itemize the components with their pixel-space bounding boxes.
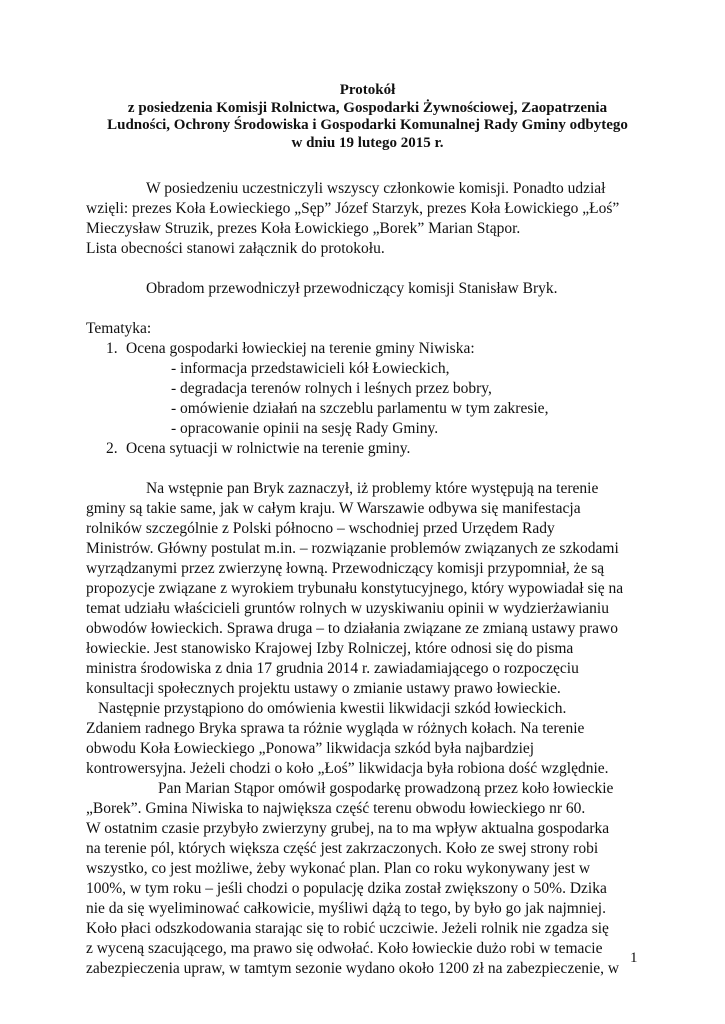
agenda-heading: Tematyka:	[86, 320, 152, 337]
damages-paragraph	[86, 699, 646, 779]
text-line: propozycje związane z wyrokiem trybunału konstytucyjnego, który wypowiadał się na	[86, 580, 624, 597]
text-line: z wyceną szacującego, ma prawo się odwołać. Koło łowieckie dużo robi w temacie	[86, 940, 603, 957]
text-line: Pan Marian Stąpor omówił gospodarkę prowadzoną przez koło łowieckie	[158, 780, 614, 797]
text-line: ministra środowiska z dnia 17 grudnia 2014 r. zawiadamiającego o rozpoczęciu	[86, 660, 579, 677]
title-line: Ludności, Ochrony Środowiska i Gospodarki Komunalnej Rady Gminy odbytego	[107, 117, 628, 133]
text-line: kontrowersyjna. Jeżeli chodzi o koło „Łoś” likwidacja była robiona dość względnie.	[86, 760, 609, 777]
text-line: na terenie pól, których większa część jest zakrzaczonych. Koło ze swej strony robi	[86, 840, 599, 857]
text-line: 100%, w tym roku – jeśli chodzi o populację dzika został zwiększony o 50%. Dzika	[86, 880, 607, 897]
text-line: Ministrów. Główny postulat m.in. – rozwiązanie problemów związanych ze szkodami	[86, 540, 619, 557]
title-line: w dniu 19 lutego 2015 r.	[291, 134, 444, 151]
agenda-subitem: - degradacja terenów rolnych i leśnych przez bobry,	[171, 380, 492, 397]
intro-paragraph	[86, 179, 646, 259]
text-line: W ostatnim czasie przybyło zwierzyny grubej, na to ma wpływ aktualna gospodarka	[86, 820, 610, 837]
title-line: Protokół	[339, 82, 396, 98]
agenda	[86, 319, 646, 459]
text-line: gminy są takie same, jak w całym kraju. W Warszawie odbywa się manifestacja	[86, 500, 581, 517]
text-line: Koło płaci odszkodowania starając się to robić uczciwie. Jeżeli rolnik nie zgadza się	[86, 920, 609, 937]
game-paragraph	[86, 819, 646, 979]
agenda-subitem: - informacja przedstawicieli kół Łowieckich,	[171, 360, 450, 377]
agenda-subitem: - opracowanie opinii na sesję Rady Gminy.	[171, 420, 439, 437]
text-line: wzięli: prezes Koła Łowieckiego „Sęp” Józef Starzyk, prezes Koła Łowickiego „Łoś”	[86, 200, 620, 217]
title-line: z posiedzenia Komisji Rolnictwa, Gospodarki Żywnościowej, Zaopatrzenia	[127, 99, 608, 116]
agenda-item-number: 2.	[106, 440, 118, 457]
text-line: zabezpieczenia upraw, w tamtym sezonie wydano około 1200 zł na zabezpieczenie, w	[86, 960, 620, 977]
text-line: obwodu Koła Łowieckiego „Ponowa” likwidacja szkód była najbardziej	[86, 740, 535, 757]
text-line: wszystko, co jest możliwe, żeby wykonać plan. Plan co roku wykonywany jest w	[86, 860, 591, 877]
agenda-item-number: 1.	[106, 340, 118, 357]
agenda-subitem: - omówienie działań na szczeblu parlamentu w tym zakresie,	[171, 400, 549, 417]
text-line: temat udziału właścicieli gruntów rolnych w uzyskiwaniu opinii w wydzierżawianiu	[86, 600, 609, 617]
text-line: W posiedzeniu uczestniczyli wszyscy członkowie komisji. Ponadto udział	[146, 180, 606, 197]
text-line: wyrządzanymi przez zwierzynę łowną. Przewodniczący komisji przypomniał, że są	[86, 560, 605, 577]
text-line: Następnie przystąpiono do omówienia kwestii likwidacji szkód łowieckich.	[98, 700, 567, 717]
text-line: konsultacji społecznych projektu ustawy o zmianie ustawy prawo łowieckie.	[86, 680, 561, 697]
text-line: „Borek”. Gmina Niwiska to największa część terenu obwodu łowieckiego nr 60.	[86, 800, 586, 817]
text-line: obwodów łowieckich. Sprawa druga – to działania związane ze zmianą ustawy prawo	[86, 620, 618, 637]
discussion-paragraph	[86, 479, 646, 699]
text-line: Zdaniem radnego Bryka sprawa ta różnie wygląda w różnych kołach. Na terenie	[86, 720, 585, 737]
agenda-item-text: Ocena sytuacji w rolnictwie na terenie gminy.	[126, 440, 411, 457]
agenda-item	[86, 339, 646, 439]
agenda-item-text: Ocena gospodarki łowieckiej na terenie gminy Niwiska:	[126, 340, 475, 357]
page-number: 1	[630, 950, 638, 966]
document-body	[86, 179, 646, 979]
text-line: Na wstępnie pan Bryk zaznaczył, iż problemy które występują na terenie	[146, 480, 599, 497]
borek-paragraph	[86, 779, 646, 819]
text-line: nie da się wyeliminować całkowicie, myśliwi dążą to tego, by było go jak najmniej.	[86, 900, 606, 917]
text-line: Lista obecności stanowi załącznik do protokołu.	[86, 240, 385, 257]
text-line: Mieczysław Struzik, prezes Koła Łowickiego „Borek” Marian Stąpor.	[86, 220, 521, 237]
chair-paragraph: Obradom przewodniczył przewodniczący komisji Stanisław Bryk.	[146, 280, 558, 297]
text-line: rolników szczególnie z Polski północno – wschodniej przed Urzędem Rady	[86, 520, 555, 537]
agenda-item	[86, 439, 646, 459]
text-line: łowieckie. Jest stanowisko Krajowej Izby Rolniczej, które odnosi się do pisma	[86, 640, 574, 657]
document-title	[80, 82, 655, 152]
